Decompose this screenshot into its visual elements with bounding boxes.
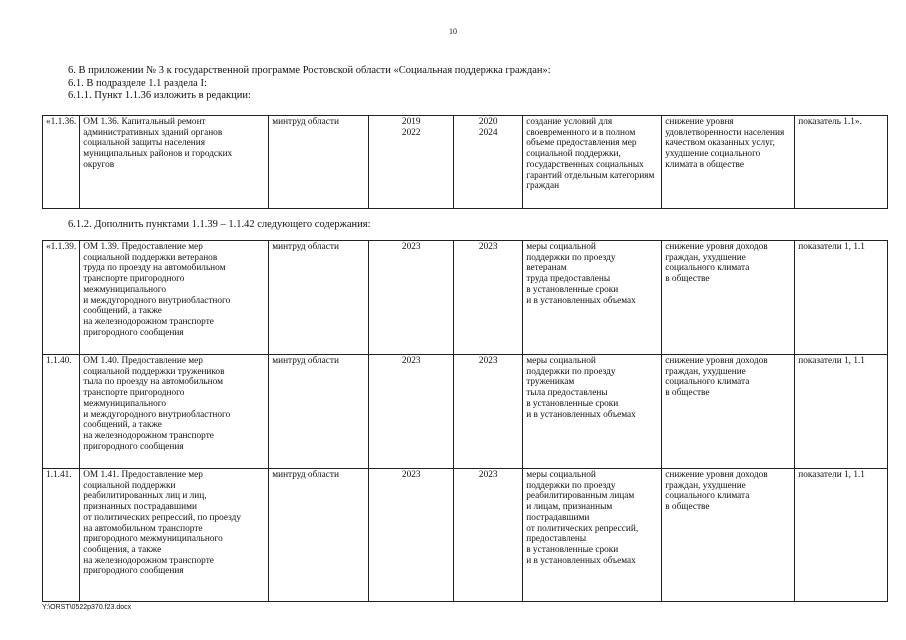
- cell-executor: минтруд области: [269, 355, 369, 469]
- intro-line: 6. В приложении № 3 к государственной программе Ростовской области «Социальная поддержка граждан»:: [68, 65, 551, 76]
- cell-indicator: показатели 1, 1.1: [795, 241, 888, 355]
- cell-indicator: показатель 1.1».: [795, 116, 888, 209]
- cell-start: 2019 2022: [369, 116, 454, 209]
- cell-result: меры социальной поддержки по проезду ветеранам труда предоставлены в установленные сроки и в установленных объемах: [523, 241, 662, 355]
- cell-indicator: показатели 1, 1.1: [795, 469, 888, 602]
- page-number: 10: [449, 27, 457, 36]
- cell-executor: минтруд области: [269, 116, 369, 209]
- cell-number: «1.1.36.: [43, 116, 80, 209]
- cell-start: 2023: [369, 355, 454, 469]
- cell-consequence: снижение уровня удовлетворенности населения качеством оказанных услуг, ухудшение социального климата в обществе: [662, 116, 795, 209]
- cell-executor: минтруд области: [269, 241, 369, 355]
- cell-result: меры социальной поддержки по проезду труженикам тыла предоставлены в установленные сроки и в установленных объемах: [523, 355, 662, 469]
- cell-indicator: показатели 1, 1.1: [795, 355, 888, 469]
- cell-number: 1.1.41.: [43, 469, 80, 602]
- table-item-1-1-36: [42, 115, 888, 209]
- cell-result: меры социальной поддержки по проезду реабилитированным лицам и лицам, признанным пострадавшими от политических репрессий, предоставлены в установленные сроки и в установленных объемах: [523, 469, 662, 602]
- cell-end: 2020 2024: [454, 116, 523, 209]
- cell-start: 2023: [369, 469, 454, 602]
- table-row: [43, 469, 888, 602]
- cell-name: ОМ 1.41. Предоставление мер социальной поддержки реабилитированных лиц и лиц, признанных пострадавшими от политических репрессий, по проезду на автомобильном транспорте пригородного межмуниципального сообщения, а также на железнодорожном транспорте пригородного сообщения: [80, 469, 269, 602]
- subheading: 6.1.2. Дополнить пунктами 1.1.39 – 1.1.42 следующего содержания:: [68, 219, 371, 230]
- table-row: [43, 241, 888, 355]
- cell-consequence: снижение уровня доходов граждан, ухудшение социального климата в обществе: [662, 355, 795, 469]
- cell-consequence: снижение уровня доходов граждан, ухудшение социального климата в обществе: [662, 469, 795, 602]
- cell-start: 2023: [369, 241, 454, 355]
- intro-text: [68, 65, 551, 103]
- cell-number: 1.1.40.: [43, 355, 80, 469]
- file-path-footer: Y:\ORST\0522p370.f23.docx: [42, 604, 132, 611]
- cell-executor: минтруд области: [269, 469, 369, 602]
- cell-result: создание условий для своевременного и в полном объеме предоставления мер социальной поддержки, государственных социальных гарантий отдельным категориям граждан: [523, 116, 662, 209]
- cell-end: 2023: [454, 355, 523, 469]
- cell-name: ОМ 1.39. Предоставление мер социальной поддержки ветеранов труда по проезду на автомобильном транспорте пригородного межмуниципального и междугородного внутриобластного сообщений, а также на железнодорожном транспорте пригородного сообщения: [80, 241, 269, 355]
- cell-end: 2023: [454, 469, 523, 602]
- table-row: [43, 355, 888, 469]
- cell-number: «1.1.39.: [43, 241, 80, 355]
- cell-end: 2023: [454, 241, 523, 355]
- cell-name: ОМ 1.40. Предоставление мер социальной поддержки тружеников тыла по проезду на автомобильном транспорте пригородного межмуниципального и междугородного внутриобластного сообщений, а также на железнодорожном транспорте пригородного сообщения: [80, 355, 269, 469]
- table-items-1-1-39-onward: [42, 240, 888, 602]
- intro-line: 6.1.1. Пункт 1.1.36 изложить в редакции:: [68, 90, 251, 101]
- cell-name: ОМ 1.36. Капитальный ремонт административных зданий органов социальной защиты населения муниципальных районов и городских округов: [80, 116, 269, 209]
- intro-line: 6.1. В подразделе 1.1 раздела I:: [68, 77, 207, 89]
- table-row: [43, 116, 888, 209]
- cell-consequence: снижение уровня доходов граждан, ухудшение социального климата в обществе: [662, 241, 795, 355]
